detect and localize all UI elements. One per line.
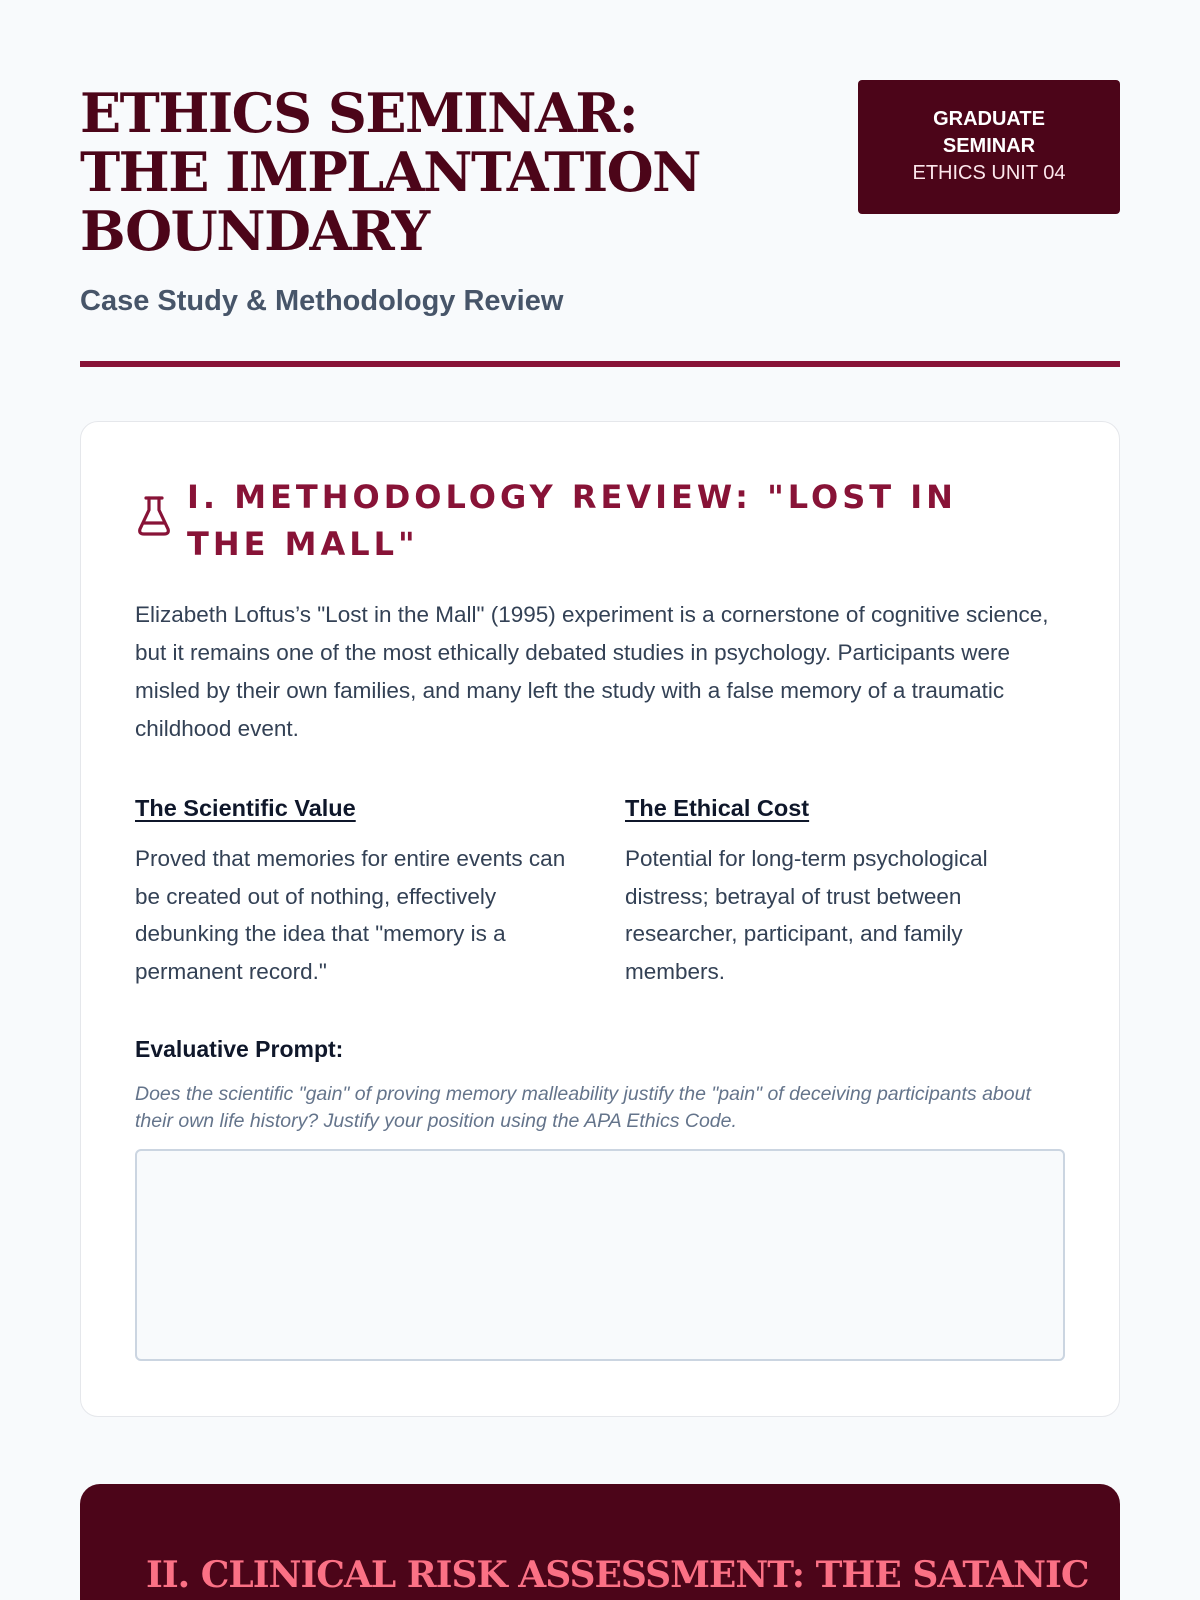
- scientific-value-column: [135, 792, 625, 990]
- methodology-review-card: [80, 421, 1120, 1417]
- value-cost-columns: [135, 792, 1065, 990]
- column-text: Potential for long-term psychological distress; betrayal of trust between researcher, participant, and family members.: [625, 846, 988, 984]
- prompt-label: Evaluative Prompt:: [135, 1036, 344, 1062]
- prompt-text: Does the scientific "gain" of proving memory malleability justify the "pain" of deceiving participants about their own life history? Justify your position using the APA Ethics Code.: [135, 1083, 1031, 1132]
- page-title: ETHICS SEMINAR: THE IMPLANTATION BOUNDARY: [80, 81, 701, 263]
- section-title: II. CLINICAL RISK ASSESSMENT: THE SATANIC: [146, 1554, 1089, 1596]
- badge-label: GRADUATE SEMINAR: [933, 108, 1045, 157]
- flask-icon: [135, 494, 173, 538]
- response-textarea[interactable]: [135, 1149, 1065, 1361]
- section-title: I. METHODOLOGY REVIEW: "LOST IN THE MALL": [187, 478, 957, 563]
- intro-paragraph: Elizabeth Loftus’s "Lost in the Mall" (1995) experiment is a cornerstone of cognitive science, but it remains one of the most ethically debated studies in psychology. Participants were misled by their own families, and many left the study with a false memory of a traumatic childhood event.: [135, 602, 1049, 741]
- page-subtitle: Case Study & Methodology Review: [80, 285, 564, 317]
- column-text: Proved that memories for entire events can be created out of nothing, effectively debunking the idea that "memory is a permanent record.": [135, 846, 566, 984]
- seminar-badge: [858, 80, 1120, 214]
- page-header: [80, 0, 1120, 367]
- column-heading: The Scientific Value: [135, 795, 356, 821]
- column-heading: The Ethical Cost: [625, 795, 810, 821]
- section-header: [135, 474, 1065, 568]
- badge-unit: ETHICS UNIT 04: [912, 162, 1066, 184]
- clinical-risk-card: [80, 1484, 1120, 1600]
- ethical-cost-column: [625, 792, 1065, 990]
